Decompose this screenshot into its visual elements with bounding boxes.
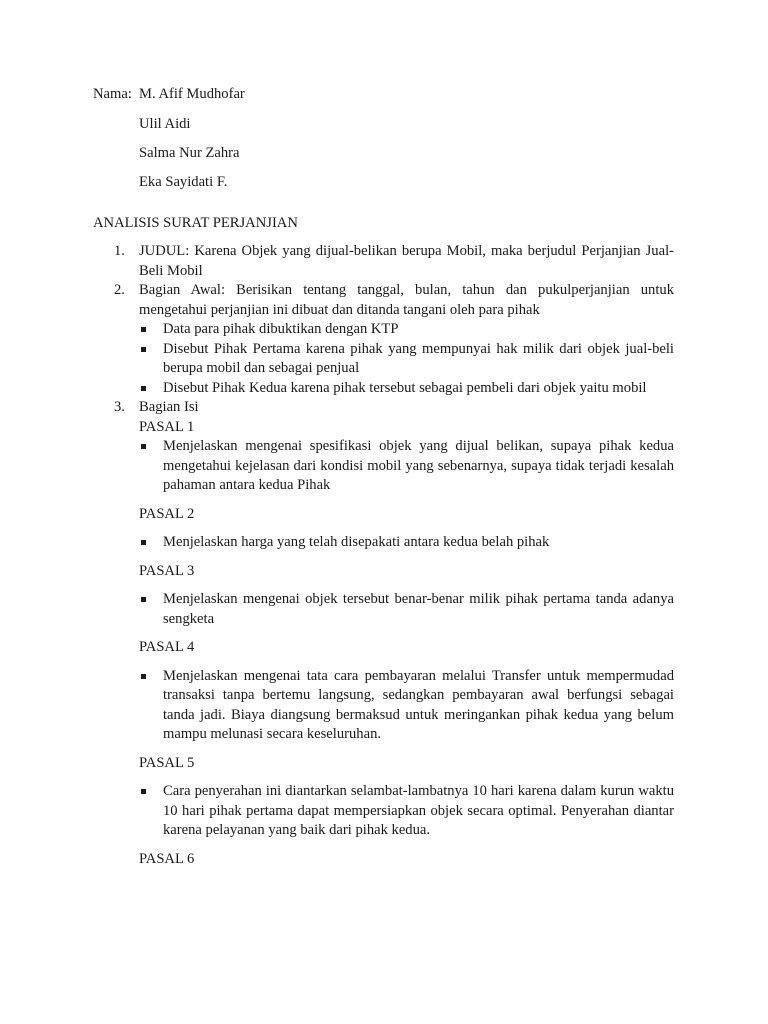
bullet-list: [93, 320, 674, 398]
bullet-list: [93, 533, 674, 553]
pasal-label: PASAL 2: [139, 505, 195, 522]
bullet-item: Cara penyerahan ini diantarkan selambat-lambatnya 10 hari karena dalam kurun waktu 10 hari pihak pertama dapat mempersiapkan objek secara optimal. Penyerahan diantar karena pelayanan yang baik dari pihak kedua.: [93, 782, 674, 841]
bullet-list: [93, 782, 674, 841]
name-3: Salma Nur Zahra: [139, 145, 240, 161]
bullet-list: [93, 437, 674, 496]
bullet-item: Menjelaskan mengenai spesifikasi objek yang dijual belikan, supaya pihak kedua mengetahui kejelasan dari kondisi mobil yang sebenarnya, supaya tidak terjadi kesalah pahaman antara kedua Pihak: [93, 437, 674, 496]
list-number: 1.: [114, 243, 125, 259]
bullet-list: [93, 667, 674, 745]
bullet-item: Menjelaskan mengenai objek tersebut benar-benar milik pihak pertama tanda adanya sengketa: [93, 590, 674, 629]
pasal-label: PASAL 5: [139, 754, 195, 771]
list-item-text: Bagian Awal: Berisikan tentang tanggal, bulan, tahun dan pukulperjanjian untuk mengetahui perjanjian ini dibuat dan ditanda tangani oleh para pihak: [139, 282, 674, 318]
nama-label: Nama:: [93, 86, 132, 102]
list-item-text: JUDUL: Karena Objek yang dijual-belikan berupa Mobil, maka berjudul Perjanjian Jual-Beli Mobil: [139, 243, 674, 279]
list-item-1: [93, 242, 674, 281]
bullet-item: Disebut Pihak Kedua karena pihak tersebut sebagai pembeli dari objek yaitu mobil: [93, 379, 674, 399]
pasal-label: PASAL 6: [139, 850, 195, 867]
pasal-label: PASAL 1: [139, 418, 195, 435]
bullet-list: [93, 590, 674, 629]
list-item-text: Bagian Isi: [139, 399, 199, 415]
list-number: 2.: [114, 282, 125, 298]
name-2: Ulil Aidi: [139, 116, 191, 132]
list-item-2: [93, 281, 674, 320]
section-title: ANALISIS SURAT PERJANJIAN: [93, 214, 298, 231]
name-4: Eka Sayidati F.: [139, 174, 228, 190]
document-page: [93, 86, 674, 878]
pasal-label: PASAL 4: [139, 639, 195, 655]
bullet-item: Data para pihak dibuktikan dengan KTP: [93, 320, 674, 340]
bullet-item: Menjelaskan harga yang telah disepakati antara kedua belah pihak: [93, 533, 674, 553]
bullet-item: Disebut Pihak Pertama karena pihak yang mempunyai hak milik dari objek jual-beli berupa mobil dan sebagai penjual: [93, 340, 674, 379]
list-number: 3.: [114, 399, 125, 415]
bullet-item: Menjelaskan mengenai tata cara pembayaran melalui Transfer untuk mempermudad transaksi tanpa bertemu langsung, sedangkan pembayaran awal berfungsi sebagai tanda jadi. Biaya diangsung bermaksud untuk meringankan pihak kedua yang belum mampu melunasi secara keseluruhan.: [93, 667, 674, 745]
list-item-3: [93, 398, 674, 418]
pasal-label: PASAL 3: [139, 562, 195, 579]
name-1: M. Afif Mudhofar: [139, 86, 245, 102]
name-row-1: [93, 86, 674, 106]
